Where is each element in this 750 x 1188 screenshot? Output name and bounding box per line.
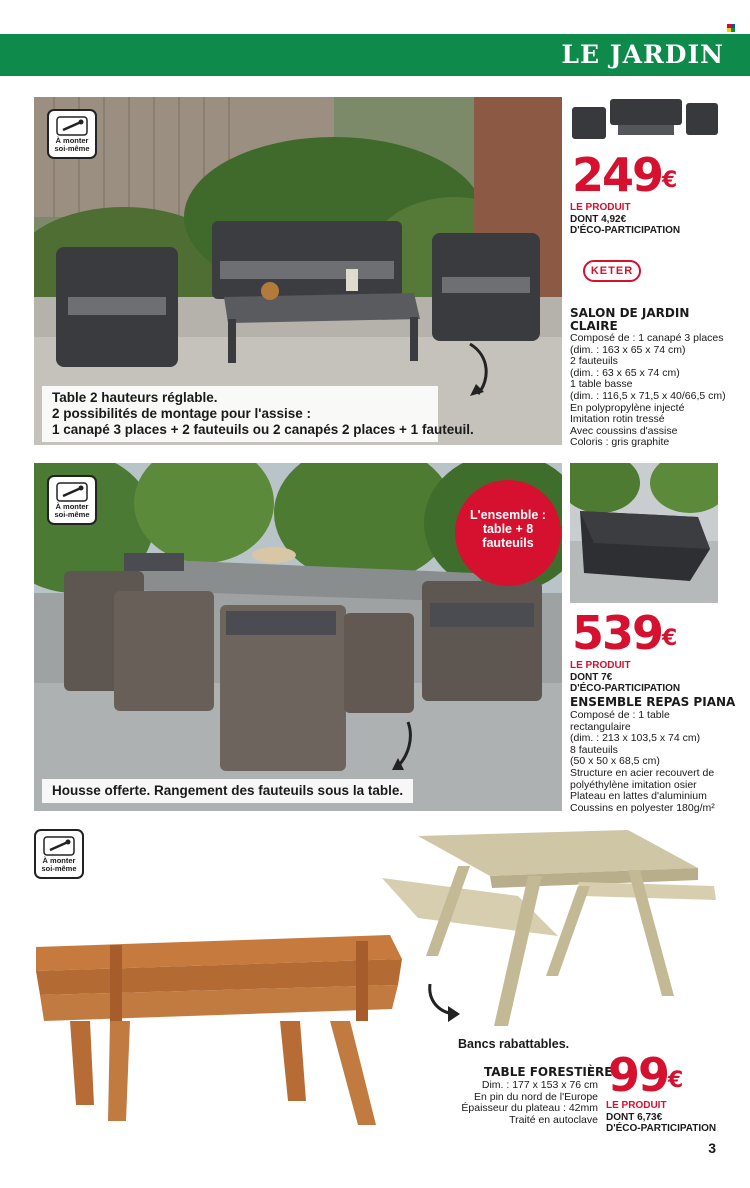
screwdriver-wrench-icon [42, 835, 76, 857]
eco-label: D'ÉCO-PARTICIPATION [570, 683, 681, 694]
self-assembly-label: soi-même [54, 144, 90, 153]
section-header [0, 34, 750, 76]
badge-line: fauteuils [482, 536, 534, 550]
ensemble-caption [42, 779, 413, 803]
ensemble-badge [455, 480, 561, 586]
self-assembly-label: soi-même [54, 510, 90, 519]
page-number: 3 [708, 1140, 716, 1156]
self-assembly-label: À monter [55, 136, 89, 145]
ensemble-title: ENSEMBLE REPAS PIANA [570, 695, 736, 709]
caption-line: Table 2 hauteurs réglable. [52, 390, 218, 405]
salon-description: Composé de : 1 canapé 3 places (dim. : 163 x 65 x 74 cm) 2 fauteuils (dim. : 63 x 65 x 74 cm) 1 table basse (dim. : 116,5 x 71,5 x 40/66,5 cm) En polypropylène injecté Imitation rotin tressé Avec coussins d'assise Coloris : gris graphite [570, 332, 726, 449]
salon-title: SALON DE JARDIN CLAIRE [570, 306, 690, 333]
eco-amount: DONT 6,73€ [606, 1111, 663, 1123]
ensemble-description: Composé de : 1 table rectangulaire (dim. : 213 x 103,5 x 74 cm) 8 fauteuils (50 x 50 x 68,5 cm) Structure en acier recouvert de polyéthylène imitation osier Plateau en lattes d'aluminium Coussins en polyester 180g/m² [570, 709, 715, 814]
eco-label: D'ÉCO-PARTICIPATION [570, 225, 681, 236]
eco-label: D'ÉCO-PARTICIPATION [606, 1123, 717, 1134]
salon-eco-note [570, 202, 680, 237]
price-per-label: LE PRODUIT [606, 1100, 667, 1111]
salon-price: 249€ [572, 148, 678, 202]
caption-line: Housse offerte. Rangement des fauteuils sous la table. [52, 783, 404, 798]
forestiere-description: Dim. : 177 x 153 x 76 cm En pin du nord de l'Europe Épaisseur du plateau : 42mm Traité en autoclave [461, 1079, 598, 1126]
table-cover-thumbnail [570, 463, 718, 603]
self-assembly-label: À monter [55, 502, 89, 511]
brand-mark-icon [727, 24, 735, 32]
caption-line: 2 possibilités de montage pour l'assise : [52, 406, 312, 421]
curved-arrow-icon [462, 340, 496, 400]
forestiere-caption [458, 1036, 569, 1052]
section-title: LE JARDIN [561, 40, 724, 69]
self-assembly-badge [47, 475, 97, 525]
self-assembly-label: À monter [42, 856, 76, 865]
badge-line: table + 8 [482, 522, 534, 536]
screwdriver-wrench-icon [55, 481, 89, 503]
salon-caption [42, 386, 474, 442]
caption-line: 1 canapé 3 places + 2 fauteuils ou 2 canapés 2 places + 1 fauteuil. [52, 422, 474, 437]
picnic-table-folded-image [30, 925, 410, 1130]
forestiere-title: TABLE FORESTIÈRE [484, 1065, 613, 1079]
price-per-label: LE PRODUIT [570, 660, 631, 671]
salon-thumbnail [570, 97, 720, 145]
price-per-label: LE PRODUIT [570, 202, 631, 213]
screwdriver-wrench-icon [55, 115, 89, 137]
keter-logo: KETER [583, 260, 641, 282]
ensemble-eco-note [570, 660, 680, 695]
eco-amount: DONT 4,92€ [570, 213, 627, 225]
self-assembly-badge [34, 829, 84, 879]
self-assembly-badge [47, 109, 97, 159]
self-assembly-label: soi-même [41, 864, 77, 873]
curved-arrow-icon [420, 980, 464, 1026]
curved-arrow-icon [388, 718, 422, 774]
ensemble-price: 539€ [572, 606, 678, 660]
badge-line: L'ensemble : [470, 508, 546, 522]
forestiere-eco-note [606, 1100, 716, 1135]
caption-line: Bancs rabattables. [458, 1037, 570, 1051]
eco-amount: DONT 7€ [570, 671, 613, 683]
forestiere-price: 99€ [608, 1048, 684, 1102]
